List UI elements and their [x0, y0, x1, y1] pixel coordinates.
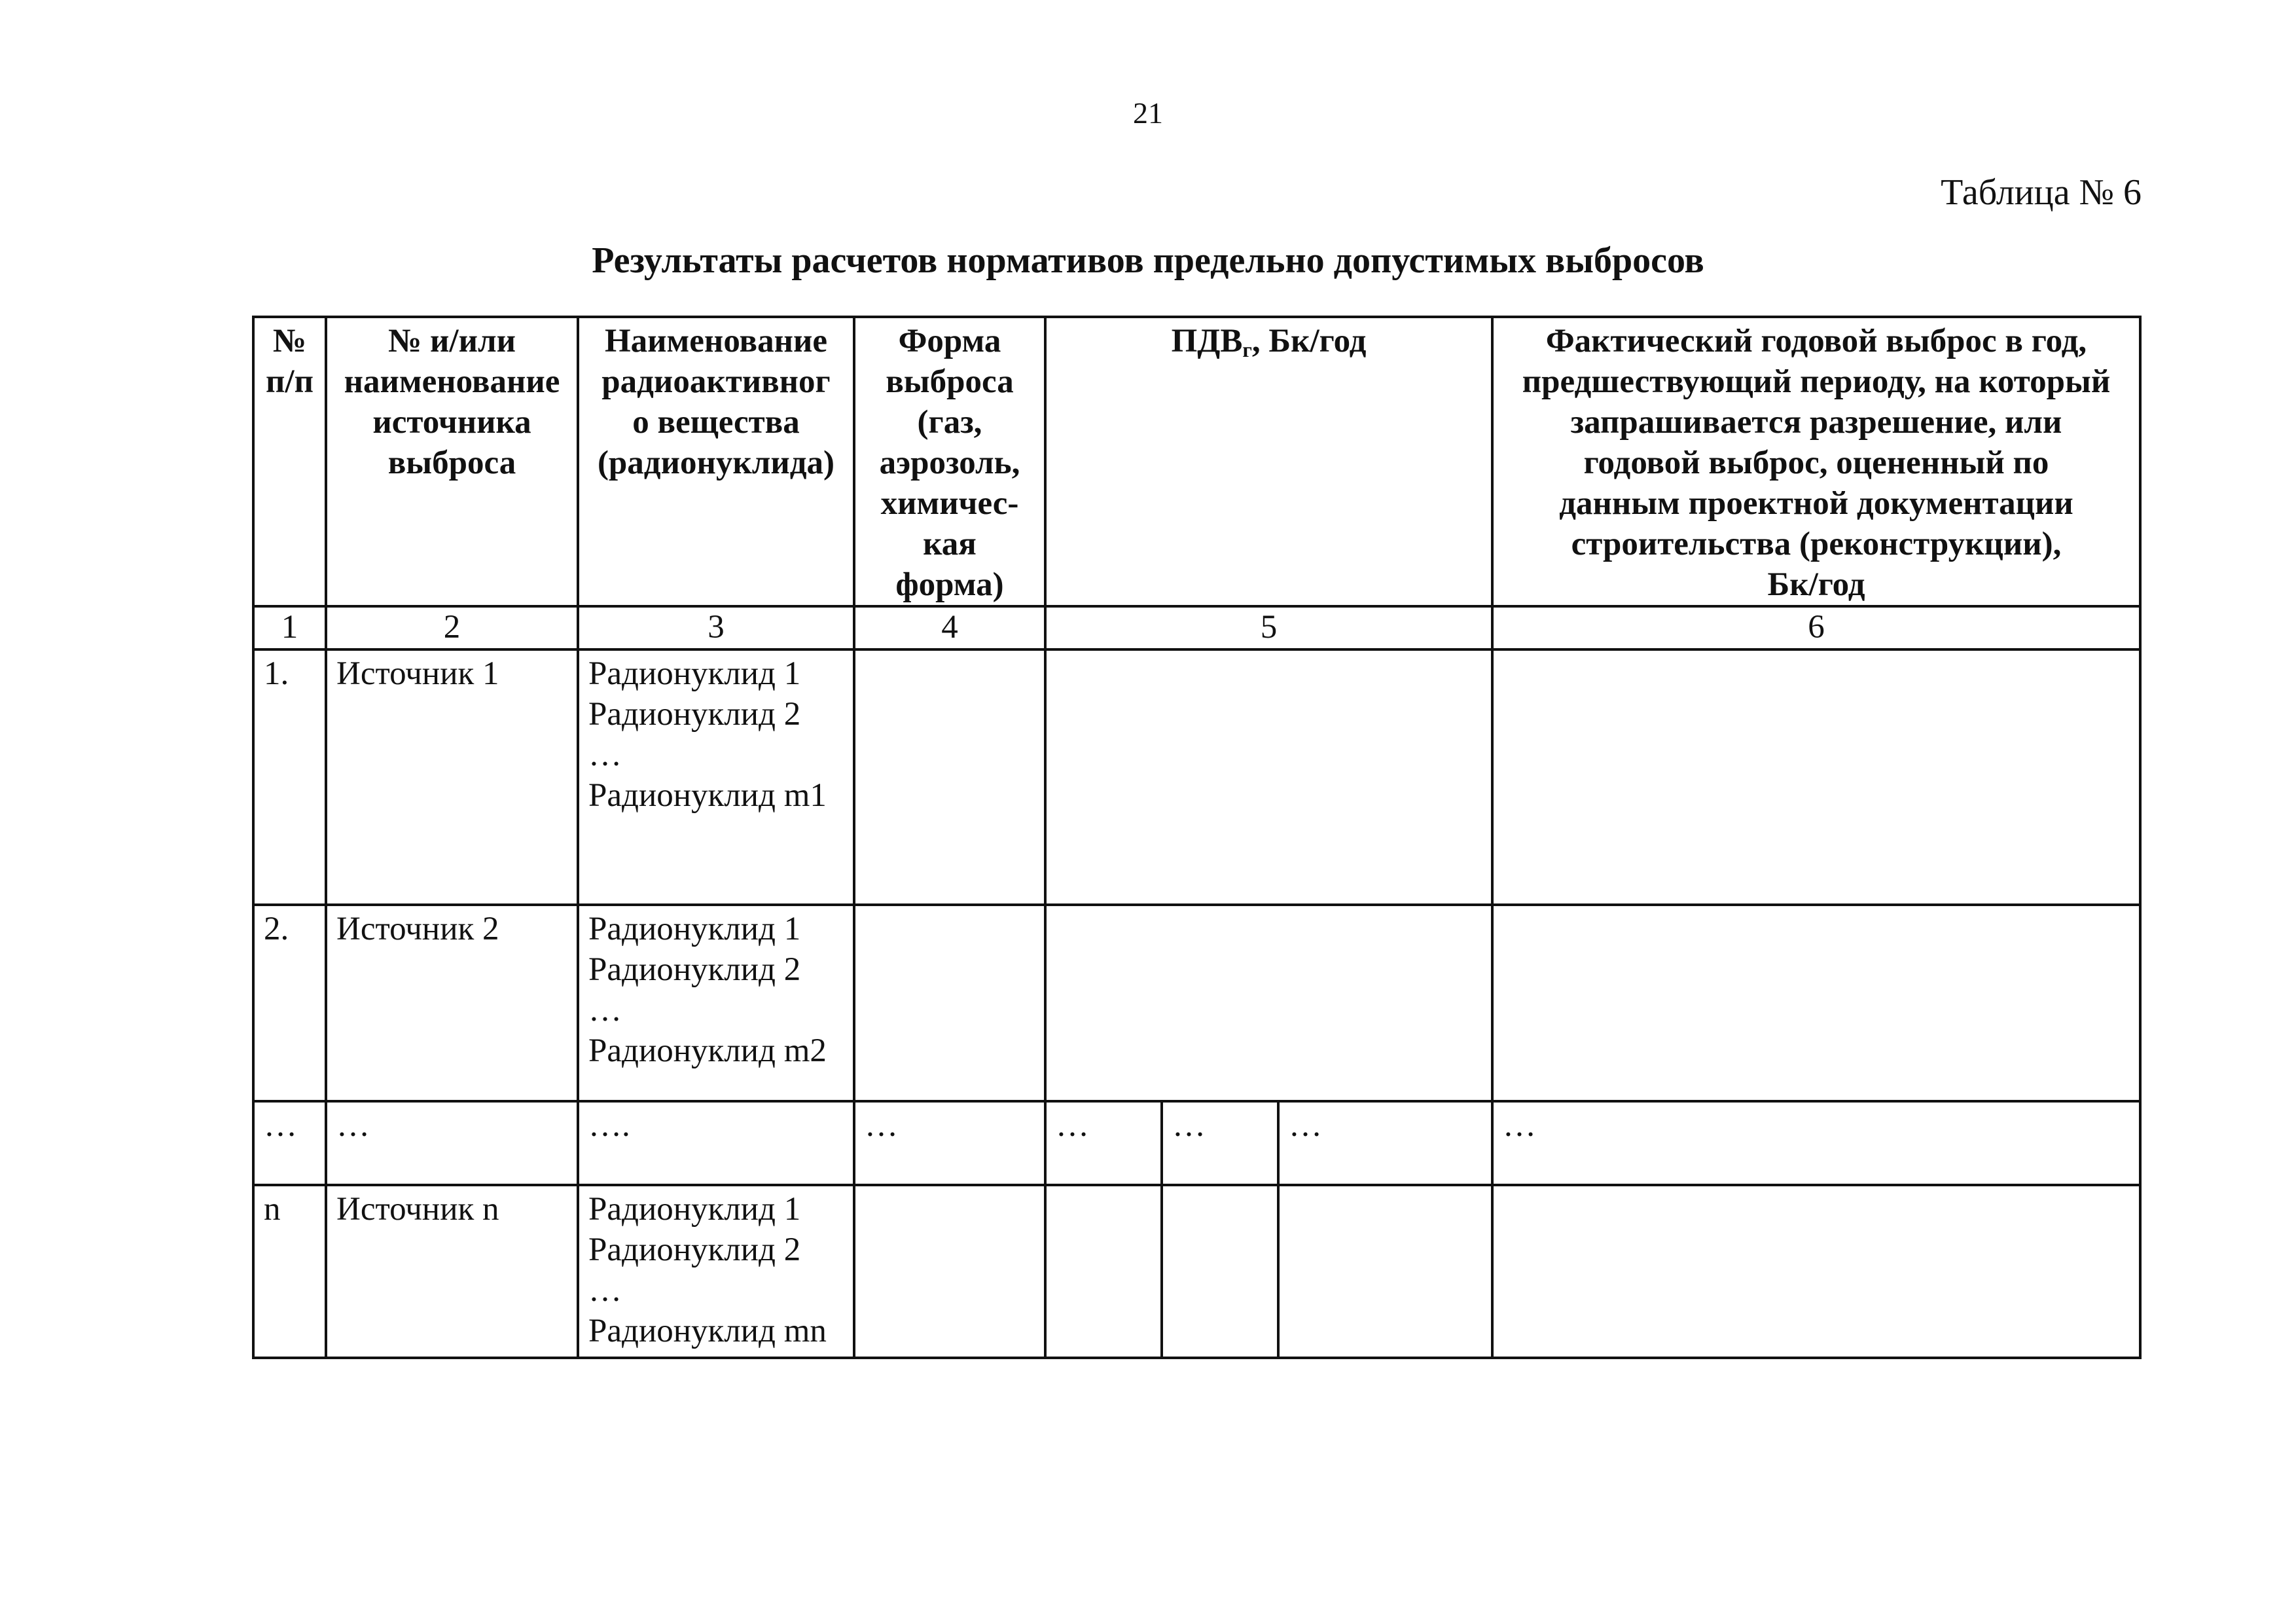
nuclide-item: Радионуклид 1	[588, 655, 801, 692]
row-number-cell: 2.	[253, 905, 326, 1101]
header-line: данным проектной документации	[1559, 485, 2073, 522]
actual-emission-cell	[1492, 649, 2140, 905]
nuclides-cell: ….	[578, 1101, 854, 1185]
nuclide-item: Радионуклид 1	[588, 1191, 801, 1228]
header-source	[326, 317, 578, 606]
pdv-cell: …	[1278, 1101, 1492, 1185]
page-number: 21	[1133, 96, 1163, 130]
pdv-cell	[1162, 1185, 1278, 1358]
header-line: запрашивается разрешение, или	[1570, 404, 2062, 441]
pdv-cell: …	[1162, 1101, 1278, 1185]
actual-emission-cell: …	[1492, 1101, 2140, 1185]
header-line: п/п	[266, 363, 314, 400]
nuclides-cell	[578, 905, 854, 1101]
row-number-cell: 1.	[253, 649, 326, 905]
emission-standards-table	[252, 316, 2142, 1359]
nuclide-item: …	[588, 737, 622, 773]
table-row	[253, 649, 2140, 905]
header-pdv	[1045, 317, 1492, 606]
nuclide-item: Радионуклид 2	[588, 951, 801, 988]
header-line: (радионуклида)	[597, 445, 835, 481]
table-row	[253, 1101, 2140, 1185]
row-number-cell: …	[253, 1101, 326, 1185]
column-number: 5	[1045, 606, 1492, 649]
source-cell: Источник 2	[326, 905, 578, 1101]
header-line: выброса	[886, 363, 1014, 400]
header-substance	[578, 317, 854, 606]
column-number: 4	[854, 606, 1045, 649]
header-line: годовой выброс, оцененный по	[1583, 445, 2049, 481]
nuclides-cell	[578, 649, 854, 905]
header-line: выброса	[387, 445, 516, 481]
pdv-unit: , Бк/год	[1251, 323, 1367, 359]
header-line: наименование	[344, 363, 560, 400]
header-line: аэрозоль,	[879, 445, 1020, 481]
header-emission-form	[854, 317, 1045, 606]
nuclide-item: Радионуклид 1	[588, 911, 801, 947]
header-line: Фактический годовой выброс в год,	[1545, 323, 2087, 359]
header-line: (газ,	[917, 404, 982, 441]
emission-form-cell	[854, 905, 1045, 1101]
column-number: 2	[326, 606, 578, 649]
column-number: 6	[1492, 606, 2140, 649]
column-number-row	[253, 606, 2140, 649]
document-title: Результаты расчетов нормативов предельно допустимых выбросов	[592, 240, 1704, 281]
header-row-number	[253, 317, 326, 606]
header-line: строительства (реконструкции),	[1571, 526, 2062, 562]
emission-form-cell	[854, 1185, 1045, 1358]
actual-emission-cell	[1492, 1185, 2140, 1358]
table-row	[253, 1185, 2140, 1358]
emission-form-cell: …	[854, 1101, 1045, 1185]
header-line: радиоактивног	[601, 363, 831, 400]
emission-form-cell	[854, 649, 1045, 905]
header-line: предшествующий периоду, на который	[1522, 363, 2111, 400]
pdv-cell	[1045, 905, 1492, 1101]
nuclide-item: Радионуклид 2	[588, 696, 801, 733]
nuclides-cell	[578, 1185, 854, 1358]
source-cell: …	[326, 1101, 578, 1185]
header-line: № и/или	[388, 323, 516, 359]
pdv-cell	[1278, 1185, 1492, 1358]
nuclide-item: …	[588, 992, 622, 1029]
header-line: о вещества	[632, 404, 800, 441]
column-number: 3	[578, 606, 854, 649]
pdv-cell	[1045, 649, 1492, 905]
column-number: 1	[253, 606, 326, 649]
table-header-row	[253, 317, 2140, 606]
header-line: кая	[923, 526, 977, 562]
nuclide-item: Радионуклид mn	[588, 1313, 827, 1349]
nuclide-item: Радионуклид m2	[588, 1032, 827, 1069]
header-line: Форма	[898, 323, 1001, 359]
nuclide-item: …	[588, 1272, 622, 1309]
header-line: источника	[372, 404, 531, 441]
table-label: Таблица № 6	[1941, 172, 2142, 213]
pdv-cell	[1045, 1185, 1162, 1358]
nuclide-item: Радионуклид m1	[588, 777, 827, 814]
header-line: Бк/год	[1767, 566, 1865, 603]
source-cell: Источник 1	[326, 649, 578, 905]
header-actual-emission	[1492, 317, 2140, 606]
pdv-subscript: г	[1242, 338, 1252, 361]
header-line: химичес-	[880, 485, 1019, 522]
header-line: форма)	[895, 566, 1004, 603]
table-row	[253, 905, 2140, 1101]
header-line: №	[272, 323, 307, 359]
row-number-cell: n	[253, 1185, 326, 1358]
pdv-cell: …	[1045, 1101, 1162, 1185]
pdv-label: ПДВ	[1171, 323, 1243, 359]
nuclide-item: Радионуклид 2	[588, 1231, 801, 1268]
source-cell: Источник n	[326, 1185, 578, 1358]
header-line: Наименование	[605, 323, 827, 359]
actual-emission-cell	[1492, 905, 2140, 1101]
